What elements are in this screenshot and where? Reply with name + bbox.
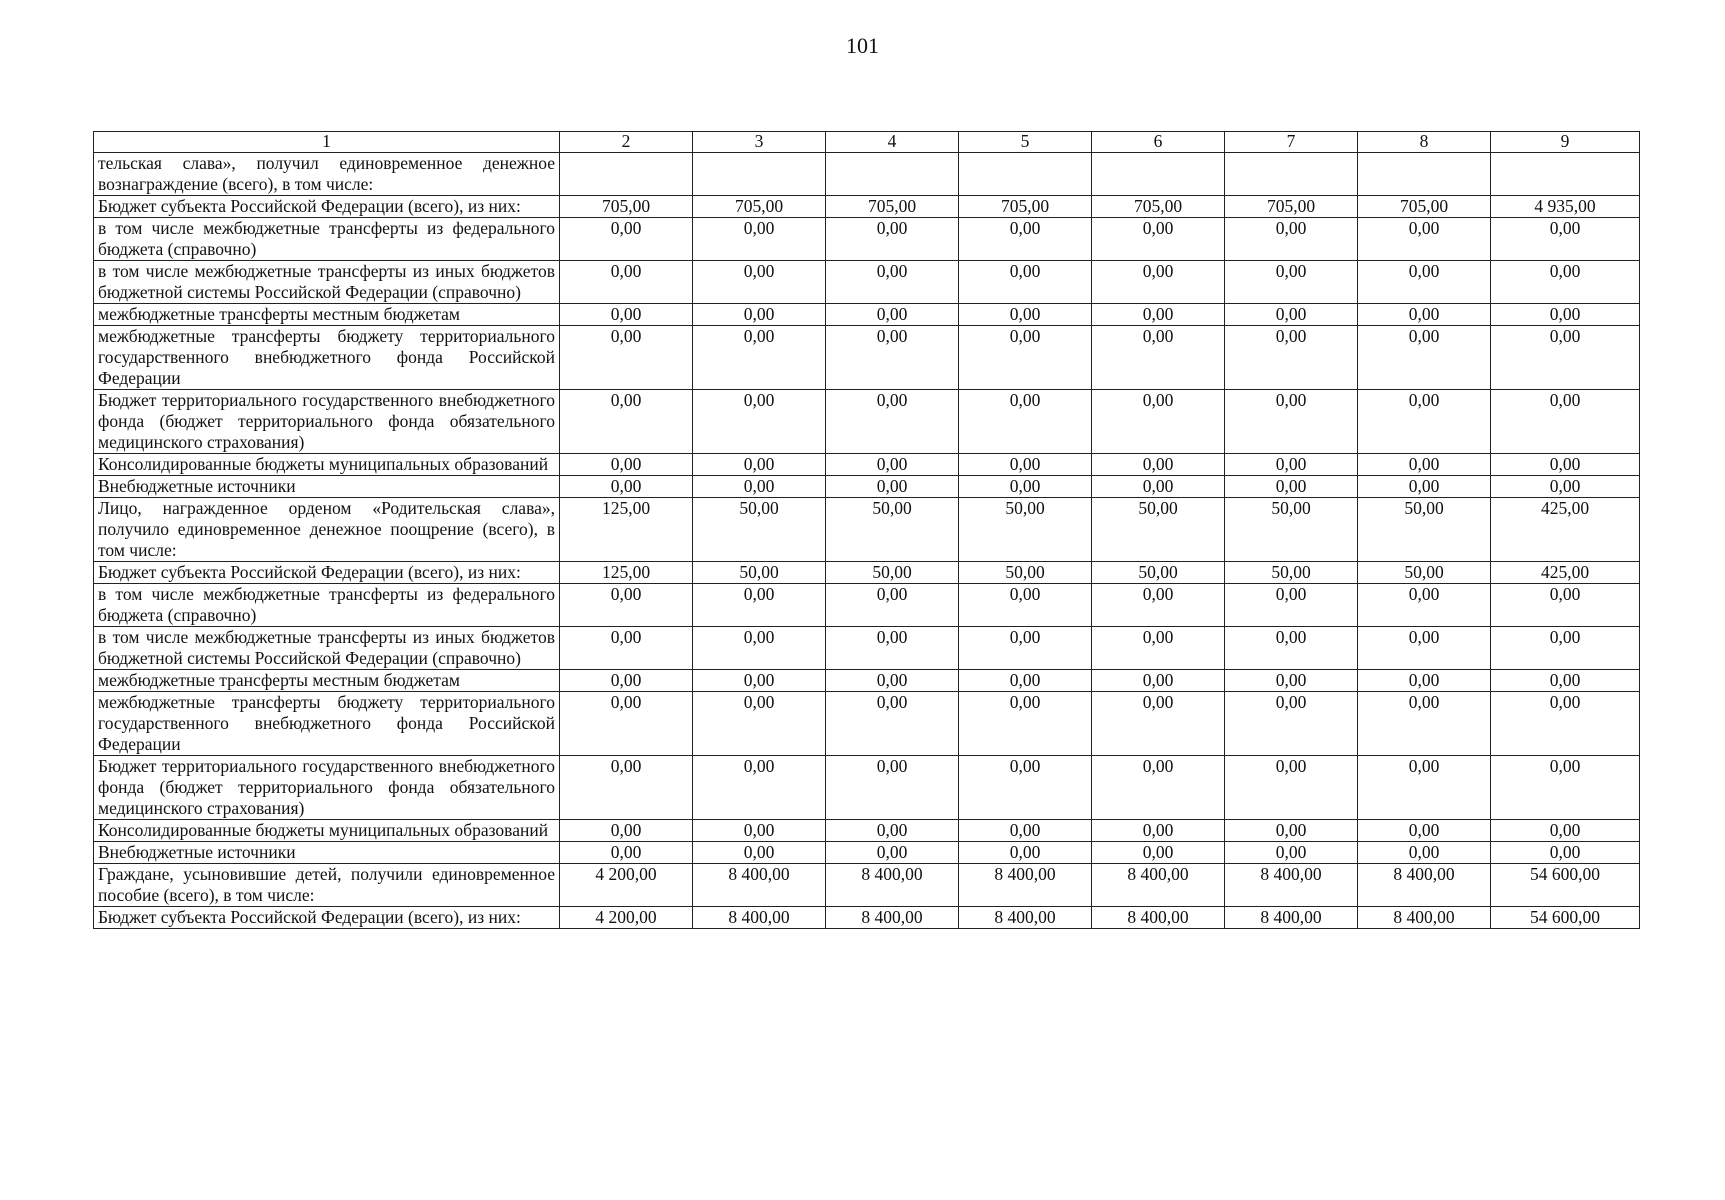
value-cell-col-5: 50,00 (959, 562, 1092, 584)
value-cell-col-2 (560, 153, 693, 196)
value-cell-col-4: 0,00 (826, 326, 959, 390)
value-cell-col-5 (959, 153, 1092, 196)
value-cell-col-2: 0,00 (560, 261, 693, 304)
value-cell-col-9 (1491, 153, 1640, 196)
value-cell-col-8: 705,00 (1358, 196, 1491, 218)
value-cell-col-6 (1092, 153, 1225, 196)
table-row (94, 498, 1640, 562)
value-cell-col-3: 0,00 (693, 326, 826, 390)
table-row (94, 627, 1640, 670)
value-cell-col-8: 50,00 (1358, 562, 1491, 584)
row-label: Консолидированные бюджеты муниципальных образований (94, 820, 560, 842)
value-cell-col-6: 0,00 (1092, 842, 1225, 864)
value-cell-col-9: 0,00 (1491, 218, 1640, 261)
value-cell-col-2: 0,00 (560, 842, 693, 864)
value-cell-col-9: 54 600,00 (1491, 907, 1640, 929)
row-label: Бюджет субъекта Российской Федерации (всего), из них: (94, 196, 560, 218)
table-row (94, 454, 1640, 476)
value-cell-col-7: 8 400,00 (1225, 864, 1358, 907)
value-cell-col-4: 0,00 (826, 842, 959, 864)
value-cell-col-8: 8 400,00 (1358, 907, 1491, 929)
value-cell-col-9: 0,00 (1491, 584, 1640, 627)
row-label: в том числе межбюджетные трансферты из иных бюджетов бюджетной системы Российской Федерации (справочно) (94, 627, 560, 670)
value-cell-col-2: 0,00 (560, 820, 693, 842)
value-cell-col-8: 0,00 (1358, 218, 1491, 261)
table-row (94, 562, 1640, 584)
value-cell-col-6: 0,00 (1092, 627, 1225, 670)
value-cell-col-6: 0,00 (1092, 584, 1225, 627)
table-row (94, 153, 1640, 196)
value-cell-col-5: 0,00 (959, 218, 1092, 261)
value-cell-col-7: 0,00 (1225, 756, 1358, 820)
value-cell-col-4: 0,00 (826, 218, 959, 261)
value-cell-col-4 (826, 153, 959, 196)
value-cell-col-4: 0,00 (826, 692, 959, 756)
page-number: 101 (846, 33, 879, 58)
value-cell-col-6: 0,00 (1092, 670, 1225, 692)
value-cell-col-5: 8 400,00 (959, 907, 1092, 929)
value-cell-col-7: 0,00 (1225, 454, 1358, 476)
value-cell-col-4: 0,00 (826, 304, 959, 326)
value-cell-col-2: 0,00 (560, 692, 693, 756)
table-row (94, 476, 1640, 498)
value-cell-col-8: 0,00 (1358, 692, 1491, 756)
column-header-8: 8 (1358, 132, 1491, 153)
value-cell-col-3 (693, 153, 826, 196)
row-label: межбюджетные трансферты местным бюджетам (94, 670, 560, 692)
value-cell-col-2: 0,00 (560, 584, 693, 627)
table-row (94, 390, 1640, 454)
value-cell-col-7: 0,00 (1225, 584, 1358, 627)
value-cell-col-8: 0,00 (1358, 454, 1491, 476)
value-cell-col-3: 0,00 (693, 584, 826, 627)
value-cell-col-2: 4 200,00 (560, 864, 693, 907)
value-cell-col-4: 0,00 (826, 670, 959, 692)
value-cell-col-5: 0,00 (959, 627, 1092, 670)
value-cell-col-3: 0,00 (693, 218, 826, 261)
value-cell-col-2: 4 200,00 (560, 907, 693, 929)
value-cell-col-2: 0,00 (560, 756, 693, 820)
value-cell-col-5: 8 400,00 (959, 864, 1092, 907)
column-header-4: 4 (826, 132, 959, 153)
row-label: Бюджет территориального государственного внебюджетного фонда (бюджет территориального фонда обязательного медицинского страхования) (94, 390, 560, 454)
value-cell-col-4: 0,00 (826, 584, 959, 627)
value-cell-col-2: 125,00 (560, 562, 693, 584)
value-cell-col-3: 0,00 (693, 627, 826, 670)
value-cell-col-7: 0,00 (1225, 218, 1358, 261)
value-cell-col-5: 0,00 (959, 304, 1092, 326)
value-cell-col-6: 0,00 (1092, 454, 1225, 476)
value-cell-col-5: 50,00 (959, 498, 1092, 562)
row-label: межбюджетные трансферты местным бюджетам (94, 304, 560, 326)
value-cell-col-4: 0,00 (826, 820, 959, 842)
value-cell-col-9: 0,00 (1491, 692, 1640, 756)
value-cell-col-2: 0,00 (560, 218, 693, 261)
value-cell-col-8: 0,00 (1358, 820, 1491, 842)
value-cell-col-7: 0,00 (1225, 326, 1358, 390)
column-header-9: 9 (1491, 132, 1640, 153)
table-row (94, 326, 1640, 390)
value-cell-col-5: 0,00 (959, 670, 1092, 692)
value-cell-col-6: 8 400,00 (1092, 864, 1225, 907)
row-label: в том числе межбюджетные трансферты из федерального бюджета (справочно) (94, 584, 560, 627)
value-cell-col-3: 0,00 (693, 692, 826, 756)
value-cell-col-9: 0,00 (1491, 326, 1640, 390)
table-row (94, 864, 1640, 907)
value-cell-col-7: 0,00 (1225, 820, 1358, 842)
value-cell-col-4: 8 400,00 (826, 864, 959, 907)
value-cell-col-4: 50,00 (826, 498, 959, 562)
value-cell-col-5: 0,00 (959, 261, 1092, 304)
value-cell-col-7: 0,00 (1225, 304, 1358, 326)
value-cell-col-8: 0,00 (1358, 670, 1491, 692)
value-cell-col-6: 0,00 (1092, 304, 1225, 326)
value-cell-col-3: 0,00 (693, 390, 826, 454)
value-cell-col-2: 705,00 (560, 196, 693, 218)
value-cell-col-3: 705,00 (693, 196, 826, 218)
value-cell-col-4: 0,00 (826, 261, 959, 304)
table-row (94, 842, 1640, 864)
value-cell-col-4: 705,00 (826, 196, 959, 218)
value-cell-col-7: 0,00 (1225, 390, 1358, 454)
value-cell-col-9: 0,00 (1491, 670, 1640, 692)
value-cell-col-5: 705,00 (959, 196, 1092, 218)
value-cell-col-5: 0,00 (959, 584, 1092, 627)
value-cell-col-6: 0,00 (1092, 756, 1225, 820)
row-label: Бюджет территориального государственного внебюджетного фонда (бюджет территориального фонда обязательного медицинского страхования) (94, 756, 560, 820)
value-cell-col-5: 0,00 (959, 842, 1092, 864)
value-cell-col-6: 705,00 (1092, 196, 1225, 218)
value-cell-col-6: 8 400,00 (1092, 907, 1225, 929)
column-header-1: 1 (94, 132, 560, 153)
value-cell-col-6: 50,00 (1092, 498, 1225, 562)
value-cell-col-2: 125,00 (560, 498, 693, 562)
value-cell-col-8: 0,00 (1358, 476, 1491, 498)
value-cell-col-7: 0,00 (1225, 476, 1358, 498)
table-row (94, 692, 1640, 756)
value-cell-col-9: 425,00 (1491, 498, 1640, 562)
value-cell-col-6: 0,00 (1092, 390, 1225, 454)
value-cell-col-9: 54 600,00 (1491, 864, 1640, 907)
table-row (94, 196, 1640, 218)
value-cell-col-9: 0,00 (1491, 304, 1640, 326)
row-label: межбюджетные трансферты бюджету территориального государственного внебюджетного фонда Российской Федерации (94, 326, 560, 390)
value-cell-col-3: 8 400,00 (693, 864, 826, 907)
value-cell-col-8: 0,00 (1358, 326, 1491, 390)
value-cell-col-3: 50,00 (693, 498, 826, 562)
value-cell-col-5: 0,00 (959, 326, 1092, 390)
value-cell-col-7: 0,00 (1225, 627, 1358, 670)
value-cell-col-5: 0,00 (959, 454, 1092, 476)
value-cell-col-4: 0,00 (826, 454, 959, 476)
value-cell-col-3: 0,00 (693, 756, 826, 820)
value-cell-col-9: 0,00 (1491, 842, 1640, 864)
value-cell-col-8: 8 400,00 (1358, 864, 1491, 907)
value-cell-col-3: 0,00 (693, 842, 826, 864)
value-cell-col-2: 0,00 (560, 627, 693, 670)
value-cell-col-3: 0,00 (693, 476, 826, 498)
value-cell-col-4: 0,00 (826, 390, 959, 454)
value-cell-col-7: 50,00 (1225, 498, 1358, 562)
table-row (94, 261, 1640, 304)
value-cell-col-7: 705,00 (1225, 196, 1358, 218)
value-cell-col-9: 0,00 (1491, 261, 1640, 304)
row-label: Бюджет субъекта Российской Федерации (всего), из них: (94, 907, 560, 929)
value-cell-col-5: 0,00 (959, 390, 1092, 454)
value-cell-col-5: 0,00 (959, 756, 1092, 820)
value-cell-col-9: 425,00 (1491, 562, 1640, 584)
row-label: Граждане, усыновившие детей, получили единовременное пособие (всего), в том числе: (94, 864, 560, 907)
header-row (94, 132, 1640, 153)
table-body (94, 153, 1640, 929)
value-cell-col-8: 0,00 (1358, 584, 1491, 627)
value-cell-col-2: 0,00 (560, 304, 693, 326)
value-cell-col-2: 0,00 (560, 390, 693, 454)
value-cell-col-3: 0,00 (693, 820, 826, 842)
value-cell-col-9: 4 935,00 (1491, 196, 1640, 218)
value-cell-col-6: 50,00 (1092, 562, 1225, 584)
row-label: Бюджет субъекта Российской Федерации (всего), из них: (94, 562, 560, 584)
value-cell-col-7: 0,00 (1225, 842, 1358, 864)
row-label: Внебюджетные источники (94, 476, 560, 498)
value-cell-col-4: 8 400,00 (826, 907, 959, 929)
row-label: в том числе межбюджетные трансферты из иных бюджетов бюджетной системы Российской Федерации (справочно) (94, 261, 560, 304)
table-row (94, 820, 1640, 842)
value-cell-col-4: 0,00 (826, 476, 959, 498)
value-cell-col-7: 8 400,00 (1225, 907, 1358, 929)
table-row (94, 670, 1640, 692)
value-cell-col-8: 50,00 (1358, 498, 1491, 562)
value-cell-col-3: 0,00 (693, 670, 826, 692)
value-cell-col-6: 0,00 (1092, 326, 1225, 390)
budget-table (93, 131, 1640, 929)
row-label: Консолидированные бюджеты муниципальных образований (94, 454, 560, 476)
table-row (94, 907, 1640, 929)
value-cell-col-6: 0,00 (1092, 261, 1225, 304)
value-cell-col-4: 50,00 (826, 562, 959, 584)
value-cell-col-7 (1225, 153, 1358, 196)
value-cell-col-9: 0,00 (1491, 454, 1640, 476)
row-label: тельская слава», получил единовременное денежное вознаграждение (всего), в том числе: (94, 153, 560, 196)
table-row (94, 304, 1640, 326)
value-cell-col-2: 0,00 (560, 476, 693, 498)
table-row (94, 756, 1640, 820)
column-header-3: 3 (693, 132, 826, 153)
value-cell-col-2: 0,00 (560, 326, 693, 390)
value-cell-col-4: 0,00 (826, 756, 959, 820)
value-cell-col-9: 0,00 (1491, 390, 1640, 454)
value-cell-col-3: 0,00 (693, 261, 826, 304)
column-header-2: 2 (560, 132, 693, 153)
value-cell-col-5: 0,00 (959, 692, 1092, 756)
value-cell-col-5: 0,00 (959, 820, 1092, 842)
column-header-7: 7 (1225, 132, 1358, 153)
table-row (94, 584, 1640, 627)
value-cell-col-3: 0,00 (693, 304, 826, 326)
row-label: в том числе межбюджетные трансферты из федерального бюджета (справочно) (94, 218, 560, 261)
value-cell-col-6: 0,00 (1092, 476, 1225, 498)
value-cell-col-6: 0,00 (1092, 820, 1225, 842)
value-cell-col-2: 0,00 (560, 454, 693, 476)
table-row (94, 218, 1640, 261)
value-cell-col-7: 0,00 (1225, 261, 1358, 304)
row-label: межбюджетные трансферты бюджету территориального государственного внебюджетного фонда Российской Федерации (94, 692, 560, 756)
value-cell-col-8 (1358, 153, 1491, 196)
column-header-5: 5 (959, 132, 1092, 153)
value-cell-col-2: 0,00 (560, 670, 693, 692)
value-cell-col-8: 0,00 (1358, 756, 1491, 820)
value-cell-col-8: 0,00 (1358, 390, 1491, 454)
value-cell-col-9: 0,00 (1491, 476, 1640, 498)
value-cell-col-9: 0,00 (1491, 756, 1640, 820)
row-label: Внебюджетные источники (94, 842, 560, 864)
value-cell-col-3: 0,00 (693, 454, 826, 476)
value-cell-col-8: 0,00 (1358, 261, 1491, 304)
value-cell-col-7: 0,00 (1225, 692, 1358, 756)
value-cell-col-3: 50,00 (693, 562, 826, 584)
row-label: Лицо, награжденное орденом «Родительская слава», получило единовременное денежное поощрение (всего), в том числе: (94, 498, 560, 562)
value-cell-col-7: 0,00 (1225, 670, 1358, 692)
column-header-6: 6 (1092, 132, 1225, 153)
value-cell-col-8: 0,00 (1358, 842, 1491, 864)
value-cell-col-5: 0,00 (959, 476, 1092, 498)
value-cell-col-6: 0,00 (1092, 218, 1225, 261)
value-cell-col-9: 0,00 (1491, 627, 1640, 670)
value-cell-col-8: 0,00 (1358, 627, 1491, 670)
value-cell-col-9: 0,00 (1491, 820, 1640, 842)
value-cell-col-4: 0,00 (826, 627, 959, 670)
value-cell-col-6: 0,00 (1092, 692, 1225, 756)
value-cell-col-7: 50,00 (1225, 562, 1358, 584)
value-cell-col-3: 8 400,00 (693, 907, 826, 929)
value-cell-col-8: 0,00 (1358, 304, 1491, 326)
